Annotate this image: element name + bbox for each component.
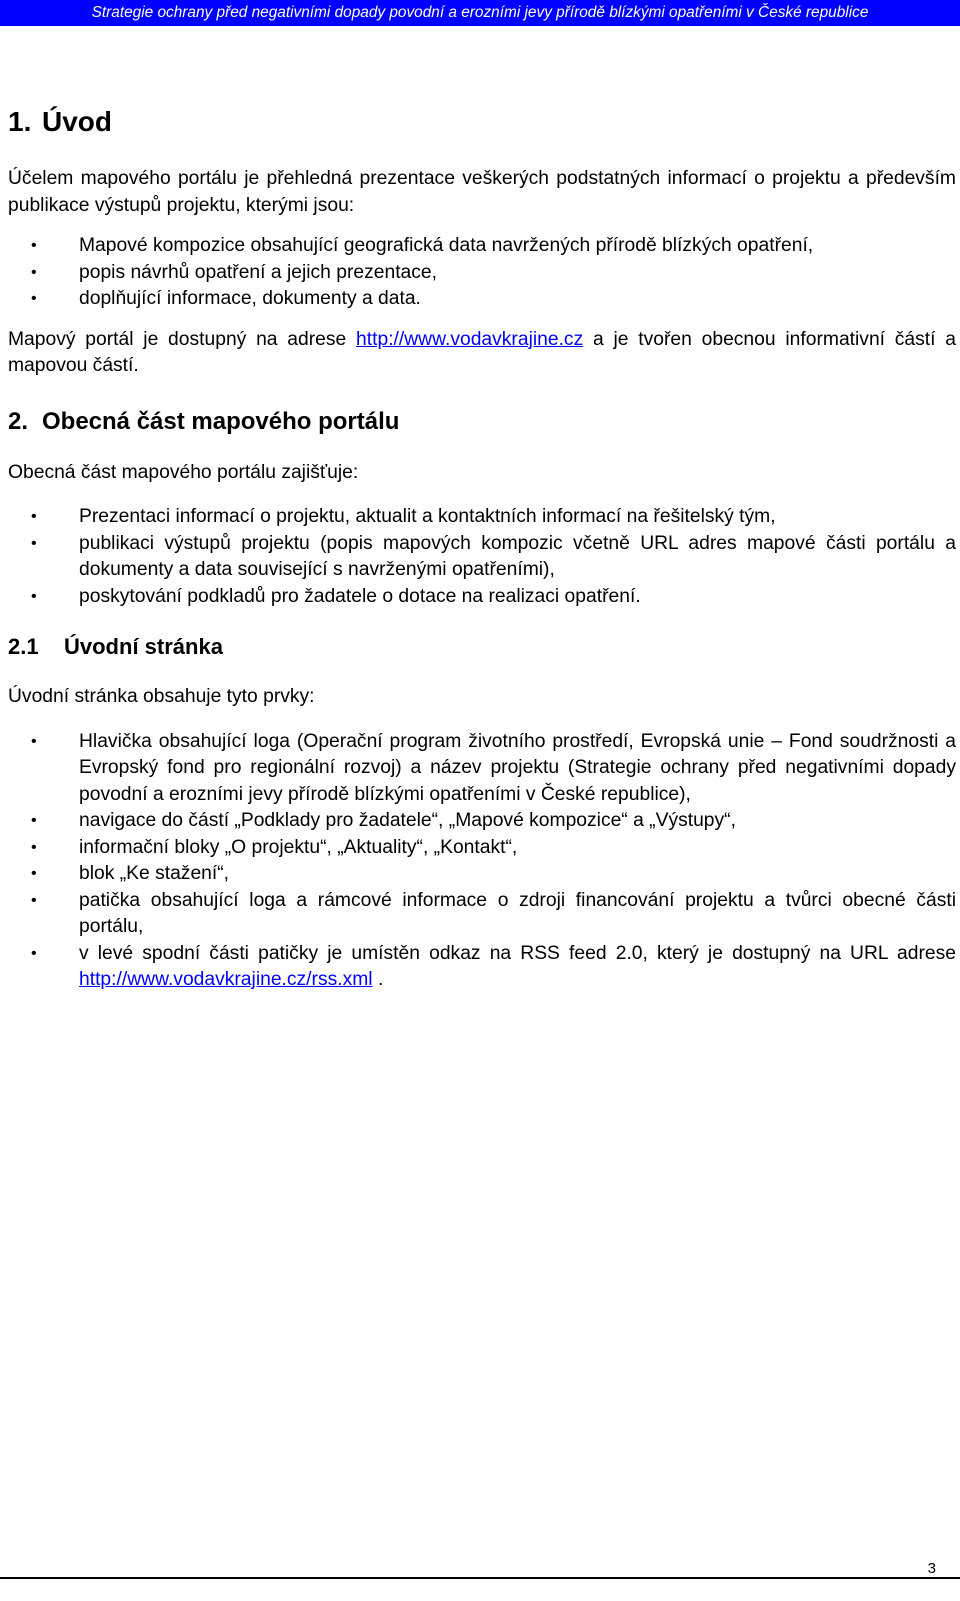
bullet-icon: • bbox=[31, 534, 37, 552]
section-2-intro: Obecná část mapového portálu zajišťuje: bbox=[8, 461, 359, 483]
list-item: • Hlavička obsahující loga (Operační program životního prostředí, Evropská unie – Fond soudržnosti a Evropský fond pro regionální rozvoj) a název projektu (Strategie ochrany před negativními dopady povodní a erozními jevy přírodě blízkými opatřeními v České republice), bbox=[31, 730, 956, 805]
document-body bbox=[8, 100, 956, 1008]
section-number: 2. bbox=[8, 407, 29, 435]
bullet-icon: • bbox=[31, 891, 37, 909]
bullet-icon: • bbox=[31, 865, 37, 882]
bullet-icon: • bbox=[31, 838, 37, 856]
list-item: • patička obsahující loga a rámcové informace o zdroji financování projektu a tvůrci obecné části portálu, bbox=[31, 889, 956, 937]
list-item: • v levé spodní části patičky je umístěn odkaz na RSS feed 2.0, který je dostupný na URL adrese http://www.vodavkrajine.cz/rss.xml . bbox=[31, 942, 956, 990]
bullet-icon: • bbox=[31, 944, 37, 962]
section-2-1-intro: Úvodní stránka obsahuje tyto prvky: bbox=[8, 686, 315, 707]
section-1-intro: Účelem mapového portálu je přehledná prezentace veškerých podstatných informací o projektu a především publikace výstupů projektu, kterými jsou: bbox=[8, 168, 956, 216]
footer-divider bbox=[0, 1577, 960, 1579]
list-item: • doplňující informace, dokumenty a data. bbox=[8, 286, 956, 313]
running-header bbox=[0, 0, 960, 26]
section-number: 1. bbox=[8, 106, 32, 137]
section-2-heading bbox=[8, 406, 956, 438]
section-title: Úvodní stránka bbox=[64, 634, 223, 659]
list-item: • Prezentaci informací o projektu, aktualit a kontaktních informací na řešitelský tým, bbox=[8, 504, 956, 531]
bullet-icon: • bbox=[31, 587, 37, 605]
list-item: • publikaci výstupů projektu (popis mapových kompozic včetně URL adres mapové části portálu a dokumenty a data související s navrženými opatřeními), bbox=[31, 532, 956, 580]
bullet-icon: • bbox=[31, 237, 37, 254]
bullet-icon: • bbox=[31, 508, 37, 525]
portal-link[interactable]: http://www.vodavkrajine.cz bbox=[356, 328, 584, 350]
section-title: Úvod bbox=[42, 106, 112, 137]
section-1-heading bbox=[8, 104, 956, 140]
bullet-icon: • bbox=[31, 263, 37, 281]
list-item: • Mapové kompozice obsahující geografická data navržených přírodě blízkých opatření, bbox=[8, 233, 956, 260]
list-item: • navigace do částí „Podklady pro žadatele“, „Mapové kompozice“ a „Výstupy“, bbox=[8, 808, 956, 835]
section-number: 2.1 bbox=[8, 634, 39, 659]
section-2-1-heading bbox=[8, 632, 956, 662]
rss-link[interactable]: http://www.vodavkrajine.cz/rss.xml bbox=[79, 969, 373, 990]
section-title: Obecná část mapového portálu bbox=[42, 407, 400, 435]
bullet-icon: • bbox=[31, 290, 37, 307]
page-number: 3 bbox=[927, 1560, 936, 1577]
list-item: • poskytování podkladů pro žadatele o dotace na realizaci opatření. bbox=[8, 584, 956, 611]
bullet-icon: • bbox=[31, 732, 37, 750]
section-1-list bbox=[8, 233, 956, 313]
section-2-list bbox=[8, 504, 956, 610]
list-item: • blok „Ke stažení“, bbox=[8, 861, 956, 888]
section-2-1-list bbox=[8, 729, 956, 994]
list-item: • informační bloky „O projektu“, „Aktuality“, „Kontakt“, bbox=[8, 835, 956, 862]
list-item: • popis návrhů opatření a jejich prezentace, bbox=[8, 260, 956, 287]
portal-address-paragraph: Mapový portál je dostupný na adrese http://www.vodavkrajine.cz a je tvořen obecnou informativní částí a mapovou částí. bbox=[8, 328, 957, 376]
bullet-icon: • bbox=[31, 812, 37, 829]
running-header-title: Strategie ochrany před negativními dopady povodní a erozními jevy přírodě blízkými opatřeními v České republice bbox=[91, 4, 869, 21]
